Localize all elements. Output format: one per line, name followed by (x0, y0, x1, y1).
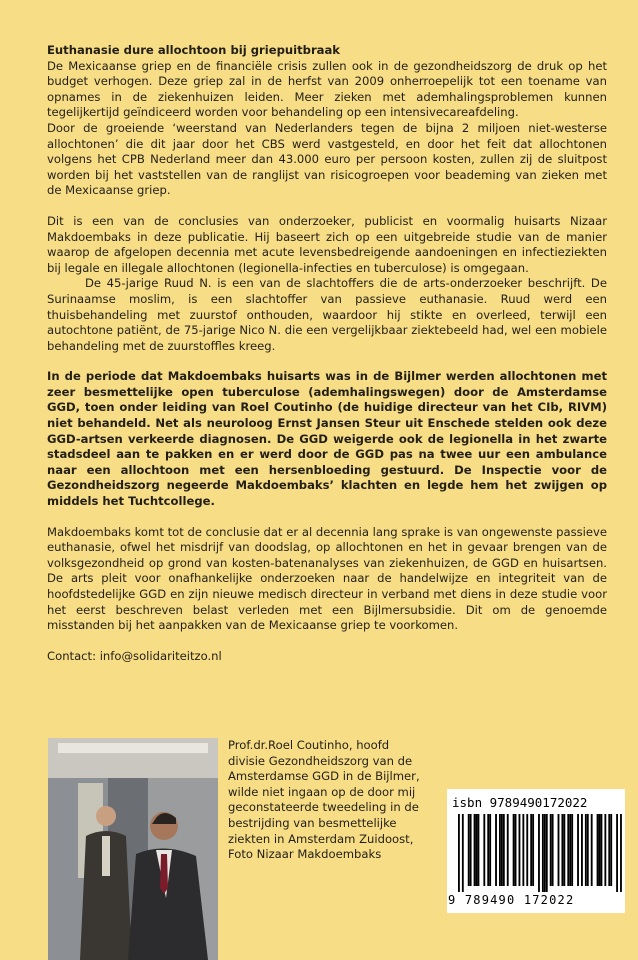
barcode-bar (616, 814, 618, 892)
barcode-bar (462, 814, 464, 892)
article-title: Euthanasie dure allochtoon bij griepuitbraak (47, 43, 341, 57)
barcode-bar (474, 814, 476, 886)
barcode-bar (513, 814, 515, 886)
barcode-bar (604, 814, 606, 886)
paragraph-ruud-case: De 45-jarige Ruud N. is een van de slachtoffers die de arts-onderzoeker beschrijft. De Surinaamse moslim, is een slachtoffer van passieve euthanasie. Ruud werd een thuisbehandeling met zuurstof onthouden, waardoor hij stikte en overleed, terwijl een autochtone patiënt, de 75-jarige Nico N. die een vergelijkbaar ziektebeeld had, wel een mobiele behandeling met de zuurstoffles kreeg. (47, 276, 607, 353)
barcode-bar (597, 814, 599, 886)
barcode-bar (507, 814, 509, 886)
paragraph-resistance: Door de groeiende ‘weerstand van Nederlanders tegen de bijna 2 miljoen niet-westerse allochtonen’ die dit jaar door het CBS werd vastgesteld, en door het feit dat allochtonen volgens het CPB Nederland meer dan 43.000 euro per persoon kosten, zullen zij de sluitpost worden bij het vaststellen van de ranglijst van risicogroepen voor beademing van zieken met de Mexicaanse griep. (47, 120, 607, 198)
photo-caption: Prof.dr.Roel Coutinho, hoofd divisie Gezondheidszorg van de Amsterdamse GGD in de Bijlmer, wilde niet ingaan op de door mij geconstateerde tweedeling in de bestrijding van besmettelijke ziekten in Amsterdam Zuidoost, Foto Nizaar Makdoembaks (228, 738, 420, 862)
barcode-bar (544, 814, 546, 892)
barcode-bar (567, 814, 569, 886)
photo-illustration (48, 738, 218, 960)
barcode-bar (552, 814, 554, 886)
barcode-bar (599, 814, 601, 886)
paragraph-final-conclusion: Makdoembaks komt tot de conclusie dat er al decennia lang sprake is van ongewenste passieve euthanasie, ofwel het misdrijf van doodslag, op allochtonen en het in gevaar brengen van de volksgezondheid op grond van kosten-batenanalyses van ziekenhuizen, de GGD en huisartsen. De arts pleit voor onafhankelijke onderzoeken naar de handelwijze en integriteit van de hoofdstedelijke GGD en zijn nieuwe medisch directeur in verband met diens in deze studie voor het eerst beschreven belast verleden met een Bijlmersubsidie. Dit om de genoemde misstanden bij het aanpakken van de Mexicaanse griep te voorkomen. (47, 524, 607, 633)
barcode-bar (581, 814, 583, 886)
barcode-bar (519, 814, 521, 886)
barcode-bar (530, 814, 532, 886)
barcode-number: 9 789490 172022 (448, 893, 575, 907)
barcode-bar (550, 814, 552, 886)
contact-line: Contact: info@solidariteitzo.nl (47, 648, 222, 663)
barcode-bar (538, 814, 540, 892)
barcode-bar (499, 814, 501, 886)
barcode-bar (487, 814, 489, 886)
barcode-bar (571, 814, 573, 886)
barcode-bar (522, 814, 524, 886)
barcode-bar (610, 814, 612, 886)
paragraph-conclusion-study: Dit is een van de conclusies van onderzoeker, publicist en voormalig huisarts Nizaar Makdoembaks in deze publicatie. Hij baseert zich op een uitgebreide studie van de manier waarop de afgelopen decennia met acute levensbedreigende aandoeningen en infectieziekten bij legale en illegale allochtonen (legionella-infecties en tuberculose) is omgegaan. (47, 213, 607, 275)
paragraph-bijlmer-ggd: In de periode dat Makdoembaks huisarts was in de Bijlmer werden allochtonen met zeer besmettelijke open tuberculose (ademhalingswegen) door de Amsterdamse GGD, toen onder leiding van Roel Coutinho (de huidige directeur van het CIb, RIVM) niet behandeld. Net als neuroloog Ernst Jansen Steur uit Enschede stelden ook deze GGD-artsen verkeerde diagnosen. De GGD weigerde ook de legionella in het zwarte stadsdeel aan te pakken en er werd door de GGD pas na twee uur een ambulance naar een allochtoon met een hersenbloeding gestuurd. De Inspectie voor de Gezondheidszorg negeerde Makdoembaks’ klachten en legde hem het zwijgen op middels het Tuchtcollege. (47, 369, 607, 509)
barcode-bar (577, 814, 579, 886)
barcode-bar (468, 814, 470, 886)
barcode-bar (483, 814, 485, 886)
barcode-bar (558, 814, 560, 886)
barcode-bar (620, 814, 622, 892)
barcode-bar (569, 814, 571, 886)
paragraph-intro: De Mexicaanse griep en de financiële crisis zullen ook in de gezondheidszorg de druk op het budget verhogen. Deze griep zal in de herfst van 2009 onherroepelijk tot een toename van opnames in de ziekenhuizen leiden. Meer zieken met ademhalingsproblemen kunnen tegelijkertijd geïndiceerd worden voor behandeling op een intensivecareafdeling. (47, 58, 607, 120)
barcode-bar (458, 814, 460, 892)
barcode-bar (542, 814, 544, 892)
barcode-bar (561, 814, 563, 886)
barcode-bar (591, 814, 593, 886)
barcode-bar (601, 814, 603, 886)
barcode-bars (458, 814, 622, 892)
barcode-bar (470, 814, 472, 886)
barcode-bar (585, 814, 587, 886)
barcode-bar (526, 814, 528, 886)
barcode-bar (489, 814, 491, 886)
barcode-bar (608, 814, 610, 886)
barcode-bar (515, 814, 517, 886)
barcode-bar (478, 814, 480, 886)
isbn-label: isbn 9789490172022 (452, 795, 588, 810)
barcode-bar (503, 814, 505, 886)
barcode-bar (587, 814, 589, 886)
barcode-bar (563, 814, 565, 886)
barcode-bar (532, 814, 534, 886)
barcode-bar (495, 814, 497, 886)
barcode-bar (501, 814, 503, 886)
barcode-bar (546, 814, 548, 892)
barcode-bar (476, 814, 478, 886)
article-text (47, 43, 607, 664)
cover-photo (48, 738, 218, 960)
